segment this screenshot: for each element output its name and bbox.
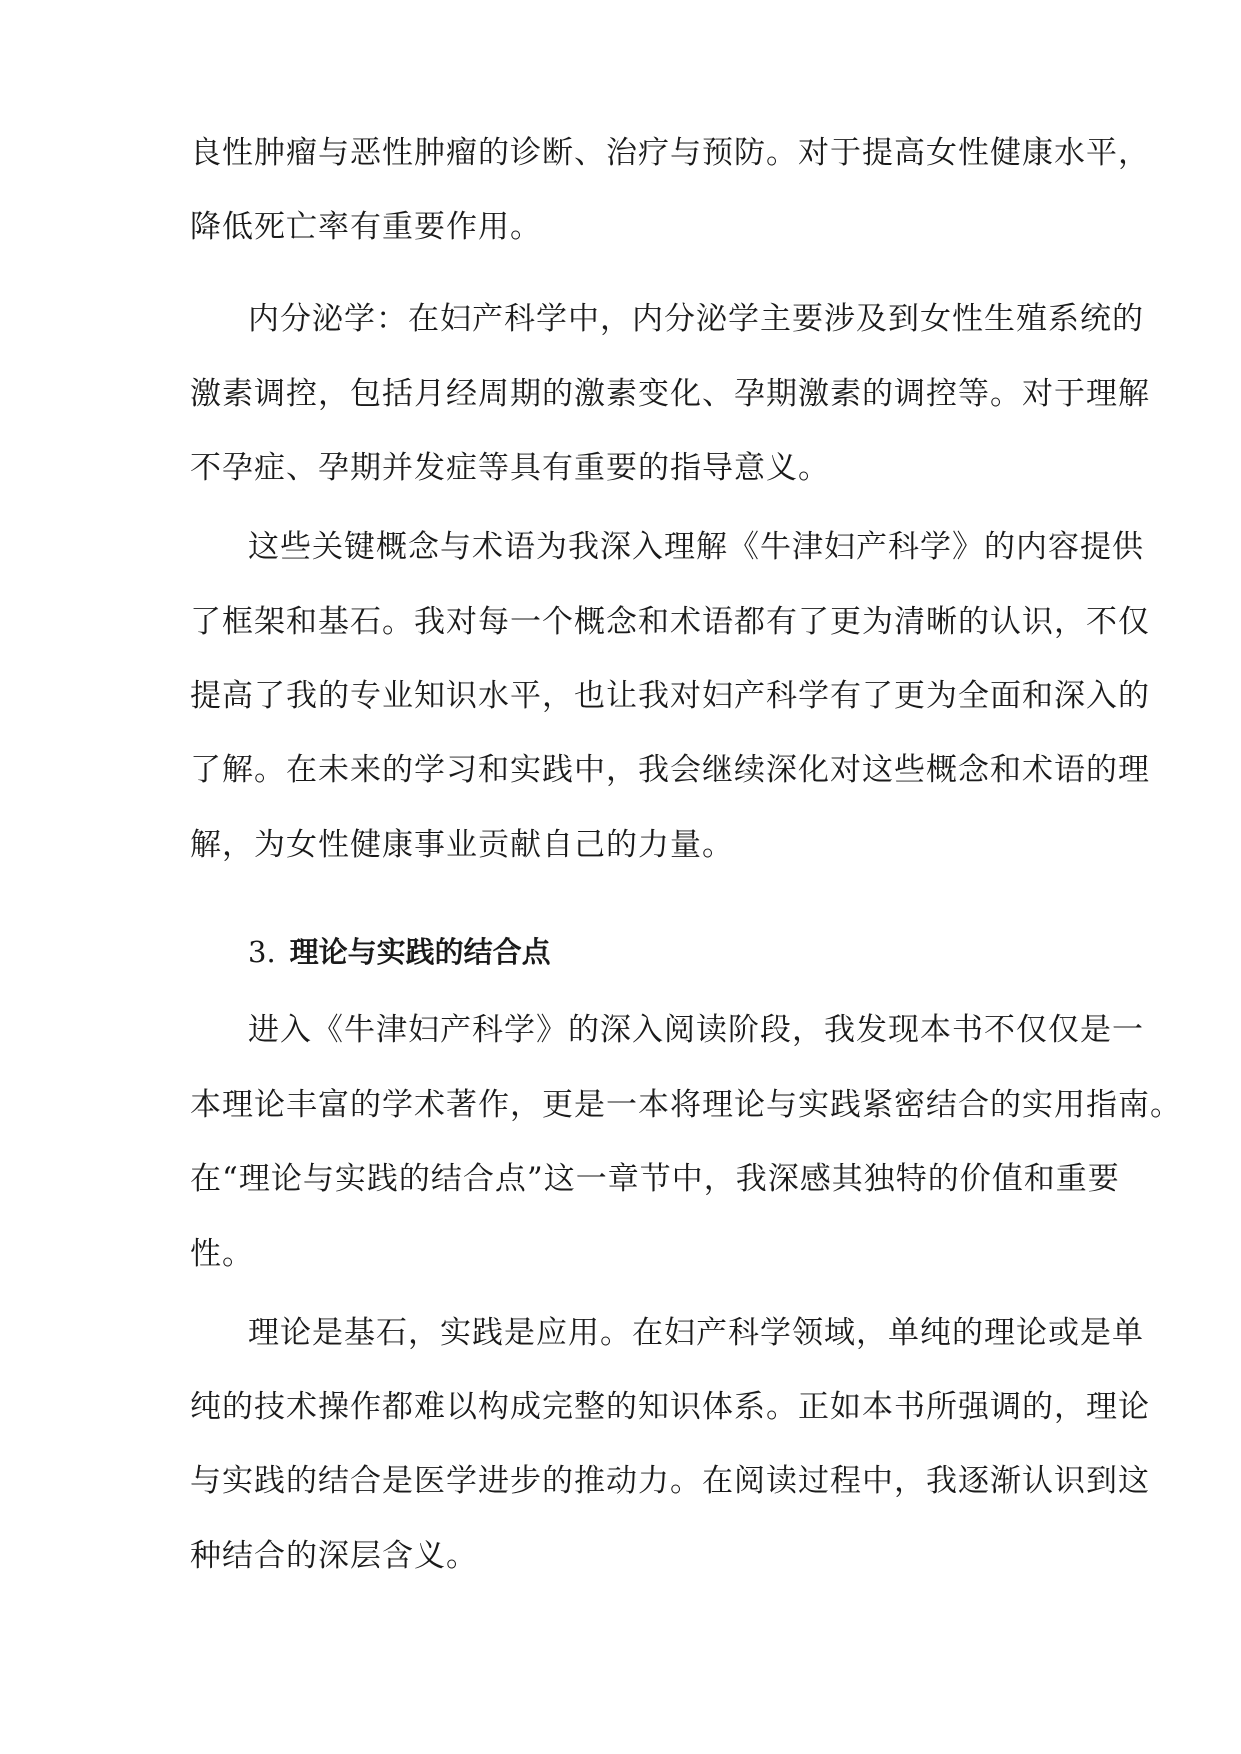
paragraph-3-line-4: 了解。在未来的学习和实践中，我会继续深化对这些概念和术语的理	[190, 752, 1150, 788]
paragraph-2-line-2: 激素调控，包括月经周期的激素变化、孕期激素的调控等。对于理解	[190, 376, 1150, 412]
paragraph-5-line-3: 与实践的结合是医学进步的推动力。在阅读过程中，我逐渐认识到这	[190, 1463, 1150, 1499]
paragraph-3-line-2: 了框架和基石。我对每一个概念和术语都有了更为清晰的认识，不仅	[190, 604, 1150, 640]
section-number: 3.	[248, 935, 276, 969]
paragraph-3-line-3: 提高了我的专业知识水平，也让我对妇产科学有了更为全面和深入的	[190, 678, 1150, 714]
section-heading	[248, 932, 551, 972]
paragraph-2-line-1: 内分泌学：在妇产科学中，内分泌学主要涉及到女性生殖系统的	[248, 301, 1144, 337]
paragraph-5-line-1: 理论是基石，实践是应用。在妇产科学领域，单纯的理论或是单	[248, 1315, 1144, 1351]
paragraph-5-line-4: 种结合的深层含义。	[190, 1538, 478, 1574]
paragraph-1-line-1: 良性肿瘤与恶性肿瘤的诊断、治疗与预防。对于提高女性健康水平，	[190, 135, 1150, 171]
paragraph-4-line-4: 性。	[190, 1236, 254, 1272]
paragraph-4-line-1: 进入《牛津妇产科学》的深入阅读阶段，我发现本书不仅仅是一	[248, 1012, 1144, 1048]
paragraph-1-line-2: 降低死亡率有重要作用。	[190, 209, 542, 245]
section-title: 理论与实践的结合点	[289, 935, 551, 969]
paragraph-3-line-5: 解，为女性健康事业贡献自己的力量。	[190, 827, 734, 863]
paragraph-5-line-2: 纯的技术操作都难以构成完整的知识体系。正如本书所强调的，理论	[190, 1389, 1150, 1425]
paragraph-3-line-1: 这些关键概念与术语为我深入理解《牛津妇产科学》的内容提供	[248, 529, 1144, 565]
paragraph-2-line-3: 不孕症、孕期并发症等具有重要的指导意义。	[190, 450, 830, 486]
paragraph-4-line-2: 本理论丰富的学术著作，更是一本将理论与实践紧密结合的实用指南。	[190, 1087, 1182, 1123]
paragraph-4-line-3: 在“理论与实践的结合点”这一章节中，我深感其独特的价值和重要	[190, 1161, 1120, 1197]
